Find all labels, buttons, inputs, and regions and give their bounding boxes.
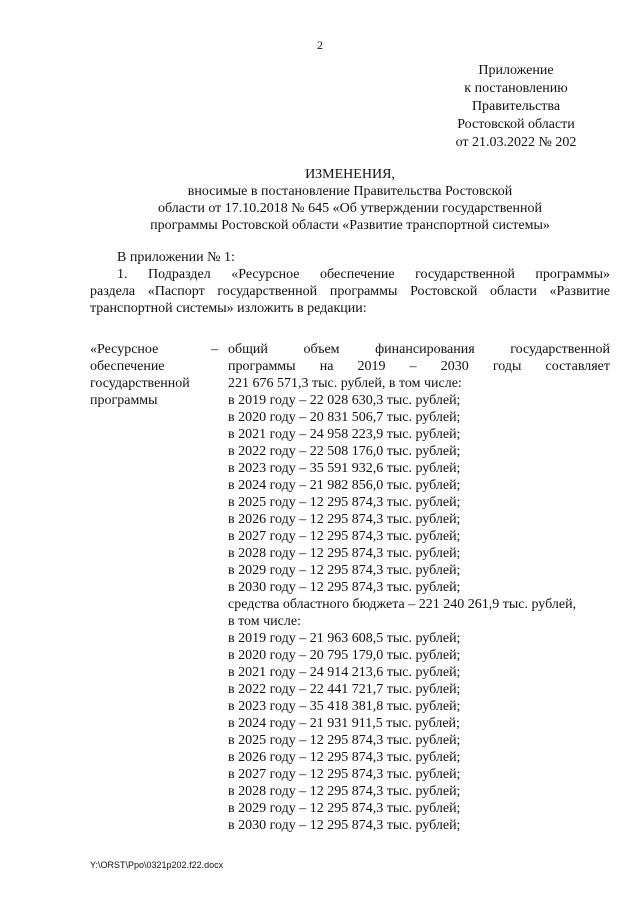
total-year-row: в 2023 году – 35 591 932,6 тыс. рублей; [228, 461, 461, 476]
page-number: 2 [317, 38, 323, 52]
appendix-line: от 21.03.2022 № 202 [455, 135, 577, 150]
total-year-row: в 2030 году – 12 295 874,3 тыс. рублей; [228, 580, 461, 595]
total-year-row: в 2026 году – 12 295 874,3 тыс. рублей; [228, 512, 461, 527]
regional-line: средства областного бюджета – 221 240 261,9 тыс. рублей, [228, 597, 577, 612]
total-year-row: в 2020 году – 20 831 506,7 тыс. рублей; [228, 410, 461, 425]
intro-line: транспортной системы» изложить в редакции: [90, 301, 367, 316]
resource-values [228, 341, 610, 834]
heading-line: области от 17.10.2018 № 645 «Об утверждении государственной [158, 201, 542, 216]
resource-label-line: программы [90, 393, 158, 408]
total-year-row: в 2027 году – 12 295 874,3 тыс. рублей; [228, 529, 461, 544]
appendix-line: Правительства [471, 99, 561, 114]
regional-year-row: в 2029 году – 12 295 874,3 тыс. рублей; [228, 801, 461, 816]
regional-year-row: в 2023 году – 35 418 381,8 тыс. рублей; [228, 699, 461, 714]
resource-label-line: «Ресурсное [90, 342, 159, 357]
total-year-row: в 2029 году – 12 295 874,3 тыс. рублей; [228, 563, 461, 578]
regional-year-row: в 2028 году – 12 295 874,3 тыс. рублей; [228, 784, 461, 799]
total-year-row: в 2024 году – 21 982 856,0 тыс. рублей; [228, 478, 461, 493]
regional-year-row: в 2019 году – 21 963 608,5 тыс. рублей; [228, 631, 461, 646]
regional-line: в том числе: [228, 614, 301, 629]
total-year-row: в 2019 году – 22 028 630,3 тыс. рублей; [228, 393, 461, 408]
regional-year-row: в 2020 году – 20 795 179,0 тыс. рублей; [228, 648, 461, 663]
resource-dash: – [211, 342, 218, 357]
regional-year-row: в 2025 году – 12 295 874,3 тыс. рублей; [228, 733, 461, 748]
regional-year-row: в 2030 году – 12 295 874,3 тыс. рублей; [228, 818, 461, 833]
heading-title: ИЗМЕНЕНИЯ, [305, 167, 395, 182]
resource-label-line: государственной [90, 376, 190, 391]
regional-year-row: в 2027 году – 12 295 874,3 тыс. рублей; [228, 767, 461, 782]
resource-label [90, 341, 210, 409]
heading-line: программы Ростовской области «Развитие транспортной системы» [150, 218, 550, 233]
appendix-block [446, 62, 586, 152]
intro-line: раздела «Паспорт государственной программы Ростовской области «Развитие [90, 284, 610, 299]
file-path-footer: Y:\ORST\Ppo\0321p202.f22.docx [90, 860, 224, 870]
regional-year-row: в 2021 году – 24 914 213,6 тыс. рублей; [228, 665, 461, 680]
intro-paragraph [90, 249, 610, 317]
regional-year-row: в 2024 году – 21 931 911,5 тыс. рублей; [228, 716, 460, 731]
total-line: общий объем финансирования государственной [228, 342, 610, 357]
regional-year-row: в 2026 году – 12 295 874,3 тыс. рублей; [228, 750, 461, 765]
intro-line: 1. Подраздел «Ресурсное обеспечение государственной программы» [117, 267, 610, 282]
resource-label-line: обеспечение [90, 359, 165, 374]
total-line: программы на 2019 – 2030 годы составляет [228, 359, 610, 374]
heading-line: вносимые в постановление Правительства Ростовской [187, 184, 513, 199]
total-line: 221 676 571,3 тыс. рублей, в том числе: [228, 376, 462, 391]
intro-line: В приложении № 1: [117, 250, 235, 265]
regional-year-row: в 2022 году – 22 441 721,7 тыс. рублей; [228, 682, 461, 697]
appendix-line: Приложение [478, 63, 554, 78]
total-year-row: в 2021 году – 24 958 223,9 тыс. рублей; [228, 427, 461, 442]
appendix-line: Ростовской области [457, 117, 575, 132]
appendix-line: к постановлению [464, 81, 568, 96]
total-year-row: в 2022 году – 22 508 176,0 тыс. рублей; [228, 444, 461, 459]
total-year-row: в 2025 году – 12 295 874,3 тыс. рублей; [228, 495, 461, 510]
total-year-row: в 2028 году – 12 295 874,3 тыс. рублей; [228, 546, 461, 561]
document-heading [90, 166, 610, 234]
